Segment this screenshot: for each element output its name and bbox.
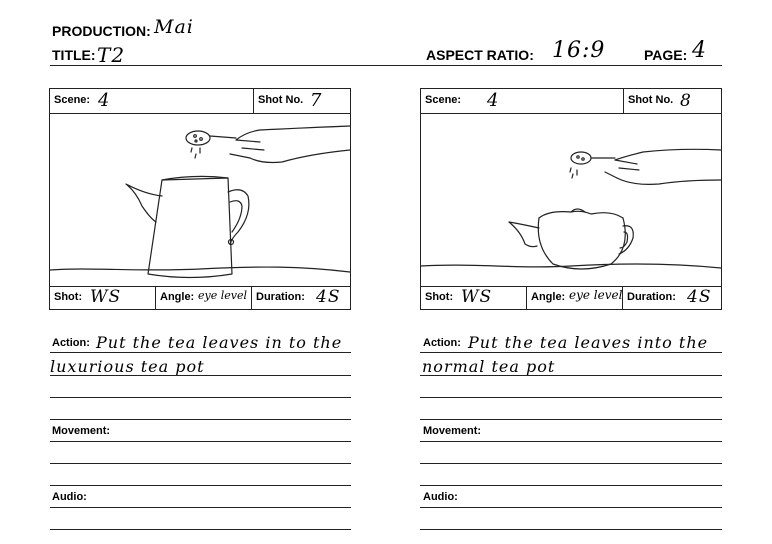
production-value: Mai: [154, 16, 194, 38]
panel-2-sketch-frame: [421, 113, 721, 287]
luxurious-teapot-sketch: [50, 114, 350, 286]
shot-label: Shot:: [425, 291, 454, 303]
action-text-line-2: normal tea pot: [422, 357, 556, 376]
panel-2-top-row: [421, 89, 721, 113]
audio-label: Audio:: [423, 491, 458, 503]
action-label: Action:: [423, 337, 461, 349]
audio-label: Audio:: [52, 491, 87, 503]
angle-value: eye level: [569, 288, 623, 302]
aspect-ratio-label: ASPECT RATIO:: [426, 47, 534, 63]
header-rule: [50, 65, 722, 66]
action-text-line-1: Put the tea leaves in to the: [96, 333, 343, 352]
production-label: PRODUCTION:: [52, 23, 151, 39]
scene-label: Scene:: [425, 94, 462, 106]
shot-type-value: WS: [90, 287, 122, 307]
page-label: PAGE:: [644, 47, 688, 63]
shot-no-value: 8: [680, 91, 692, 111]
panel-1-sketch-frame: [50, 113, 350, 287]
panel-1-top-row: [50, 89, 350, 113]
storyboard-panel-1: [49, 88, 351, 310]
duration-label: Duration:: [256, 291, 305, 303]
title-value: T2: [97, 43, 126, 67]
shot-type-value: WS: [461, 287, 493, 307]
action-label: Action:: [52, 337, 90, 349]
aspect-ratio-value: 16:9: [552, 38, 606, 63]
duration-label: Duration:: [627, 291, 676, 303]
angle-label: Angle:: [160, 291, 195, 303]
panel-1-bottom-row: [50, 287, 350, 309]
storyboard-panel-2: [420, 88, 722, 310]
page-number-value: 4: [692, 38, 707, 63]
shot-no-value: 7: [310, 90, 323, 111]
panel-2-bottom-row: [421, 287, 721, 309]
duration-value: 4S: [316, 287, 341, 307]
scene-value: 4: [487, 90, 500, 111]
title-label: TITLE:: [52, 47, 96, 63]
shot-no-label: Shot No.: [258, 94, 304, 106]
shot-label: Shot:: [54, 291, 83, 303]
angle-label: Angle:: [531, 291, 566, 303]
shot-no-label: Shot No.: [628, 94, 674, 106]
scene-value: 4: [98, 90, 111, 111]
duration-value: 4S: [687, 287, 712, 307]
angle-value: eye level: [198, 289, 248, 302]
action-text-line-1: Put the tea leaves into the: [468, 333, 709, 352]
movement-label: Movement:: [52, 425, 111, 437]
movement-label: Movement:: [423, 425, 482, 437]
scene-label: Scene:: [54, 94, 91, 106]
normal-teapot-sketch: [421, 114, 721, 286]
action-text-line-2: luxurious tea pot: [50, 357, 205, 376]
